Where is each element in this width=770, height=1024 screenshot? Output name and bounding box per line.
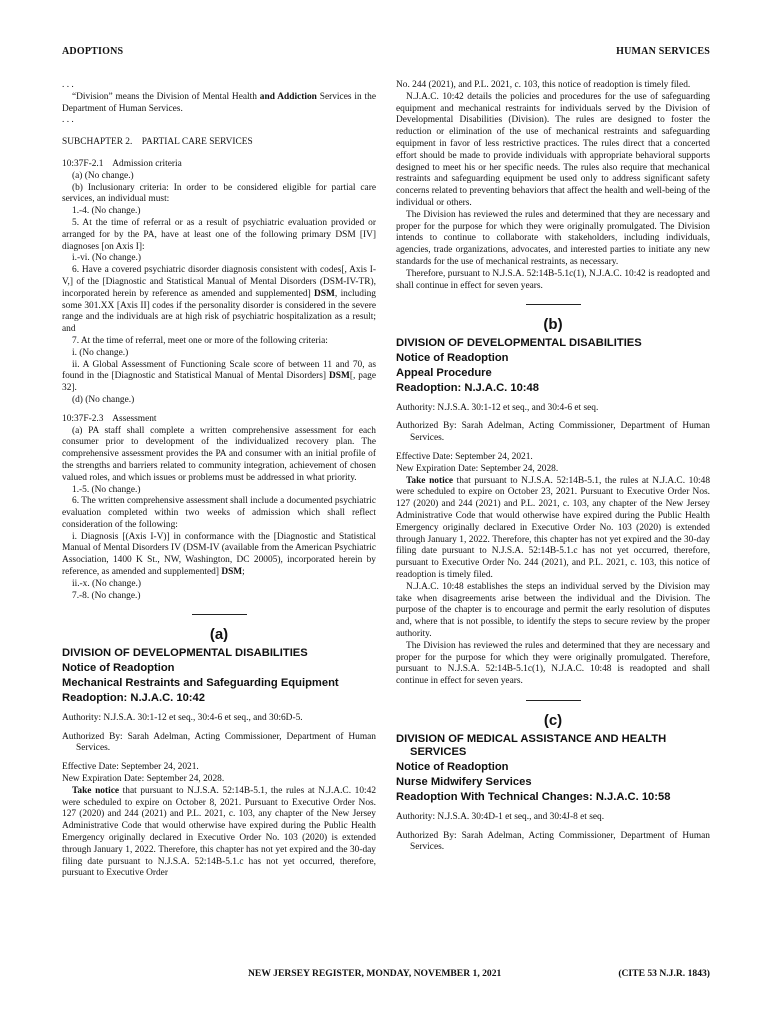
take-notice-paragraph: Take notice that pursuant to N.J.S.A. 52:14B-5.1, the rules at N.J.A.C. 10:48 were scheduled to expire on October 23, 2021. Pursuant to Executive Order Nos. 127 (2020) and 244 (2021) and P.L. 2021, c. 103, any chapter of the New Jersey Administrative Code that would otherwise have expired during the Public Health Emergency originally declared in Executive Order No. 103 (2020) is extended through January 1, 2022. Therefore, this chapter has not yet expired and the 30-day filing date pursuant to N.J.S.A. 52:14B-5.1.c has not yet occurred, therefore, pursuant to Executive Order No. 244 (2021), and P.L. 2021, c. 103, this notice of readoption is timely filed. (396, 475, 711, 580)
body-paragraph: N.J.A.C. 10:48 establishes the steps an individual served by the Division may take when disagreements arise between the individual and the Division. The purpose of the chapter is to encourage and permit the early resolution of disputes and, where that is not possible, to identify the steps to secure review by the proper authority. (396, 581, 710, 639)
notice-type: Notice of Readoption (396, 760, 509, 773)
authorized-by: Authorized By: Sarah Adelman, Acting Commissioner, Department of Human Services. (396, 421, 710, 444)
ellipsis: . . . (62, 115, 74, 126)
notice-type: Notice of Readoption (62, 661, 175, 674)
ellipsis: . . . (62, 80, 74, 90)
notice-type: Notice of Readoption (396, 351, 509, 364)
subparagraph: i.-vi. (No change.) (72, 253, 141, 264)
agency-heading: DIVISION OF DEVELOPMENTAL DISABILITIES (62, 647, 308, 660)
subsection: (b) Inclusionary criteria: In order to be considered eligible for partial care services, an individual must: (62, 182, 376, 205)
section-divider (192, 614, 247, 615)
agency-heading: DIVISION OF DEVELOPMENTAL DISABILITIES (396, 337, 642, 350)
paragraph: 5. At the time of referral or as a result of psychiatric evaluation provided or arranged for by the PA, have at least one of the following primary DSM [IV] diagnoses [on Axis I]: (62, 217, 376, 252)
running-footer-center: NEW JERSEY REGISTER, MONDAY, NOVEMBER 1, 2021 (248, 968, 502, 979)
paragraph: 7.-8. (No change.) (72, 590, 141, 601)
definition-paragraph: “Division” means the Division of Mental Health and Addiction Services in the Department of Human Services. (62, 91, 377, 114)
section-divider (526, 700, 581, 701)
subchapter-heading: SUBCHAPTER 2. PARTIAL CARE SERVICES (62, 137, 253, 148)
subsection: (a) (No change.) (72, 170, 134, 181)
readoption-citation: Readoption With Technical Changes: N.J.A.C. 10:58 (396, 790, 671, 803)
authority: Authority: N.J.S.A. 30:4D-1 et seq., and 30:4J-8 et seq. (396, 811, 605, 822)
readoption-citation: Readoption: N.J.A.C. 10:48 (396, 381, 539, 394)
notice-letter-a: (a) (209, 626, 229, 644)
authority: Authority: N.J.S.A. 30:1-12 et seq., and 30:4-6 et seq. (396, 402, 599, 413)
subparagraph: i. Diagnosis [(Axis I-V)] in conformance with the [Diagnostic and Statistical Manual of Mental Disorders IV (DSM-IV (available from the American Psychiatric Association, 1400 K St., NW, Washington, DC 20005), incorporated herein by reference, as amended and supplemented] DSM; (62, 531, 376, 578)
section-divider (526, 304, 581, 305)
left-column (62, 80, 376, 880)
body-paragraph: Therefore, pursuant to N.J.S.A. 52:14B-5.1c(1), N.J.A.C. 10:42 is readopted and shall continue in effect for seven years. (396, 268, 710, 291)
notice-title: Appeal Procedure (396, 366, 492, 379)
continued-text: No. 244 (2021), and P.L. 2021, c. 103, this notice of readoption is timely filed. (396, 80, 691, 90)
paragraph: 6. The written comprehensive assessment shall include a documented psychiatric evaluation completed within two weeks of admission which shall reflect consideration of the following: (62, 496, 376, 530)
running-header-left: ADOPTIONS (62, 46, 124, 57)
agency-heading: DIVISION OF MEDICAL ASSISTANCE AND HEALTH SERVICES (396, 732, 667, 759)
subsection: (d) (No change.) (72, 394, 135, 405)
expiration-date: New Expiration Date: September 24, 2028. (396, 463, 559, 474)
notice-title: Nurse Midwifery Services (396, 775, 532, 788)
subparagraph: ii. A Global Assessment of Functioning Scale score of between 11 and 70, as found in the [Diagnostic and Statistical Manual of Mental Disorders] DSM[, page 32]. (62, 359, 376, 394)
effective-date: Effective Date: September 24, 2021. (396, 452, 533, 463)
right-column (396, 80, 710, 854)
running-footer-cite: (CITE 53 N.J.R. 1843) (618, 968, 710, 979)
expiration-date: New Expiration Date: September 24, 2028. (62, 773, 225, 784)
paragraph: 6. Have a covered psychiatric disorder diagnosis consistent with codes[, Axis I-V,] of the [Diagnostic and Statistical Manual of Mental Disorders (DSM-IV-TR), incorporated herein by reference as amended and supplemented] DSM, including some 301.XX [Axis II] codes if the personality disorder is considered in the severe range and the individuals are at high risk of psychiatric hospitalization as a result; and (62, 265, 376, 335)
notice-letter-c: (c) (543, 711, 563, 729)
readoption-citation: Readoption: N.J.A.C. 10:42 (62, 691, 205, 704)
body-paragraph: N.J.A.C. 10:42 details the policies and procedures for the use of safeguarding equipment and mechanical restraints for individuals served by the Division of Developmental Disabilities (Division). The rules are designed to foster the reduction or elimination of the use of mechanical restraints and safeguarding equipment in favor of less restrictive practices. The rules direct that a concerted effort should be made to provide individuals with appropriate behavioral supports designed to meet his or her specific needs. The rules also require that mechanical restraints and safeguarding equipment be used only to address significant safety concerns related to preventing behaviors that affect the health and well-being of the individual or others. (396, 91, 710, 208)
section-heading: 10:37F-2.1 Admission criteria (62, 158, 182, 169)
subsection: (a) PA staff shall complete a written comprehensive assessment for each consumer prior to development of the individualized recovery plan. The comprehensive assessment provides the PA and consumer with an initial profile of the strengths and barriers related to community integration, achievement of chosen valued roles, and which issues or problems must be addressed in what priority. (62, 425, 376, 483)
authorized-by: Authorized By: Sarah Adelman, Acting Commissioner, Department of Human Services. (62, 731, 376, 754)
subparagraph: ii.-x. (No change.) (72, 578, 141, 589)
running-header-right: HUMAN SERVICES (616, 46, 710, 57)
body-paragraph: The Division has reviewed the rules and determined that they are necessary and proper for the purpose for which they were originally promulgated. Therefore, pursuant to N.J.S.A. 52:14B-5.1c(1), N.J.A.C. 10:48 is readopted and shall continue in effect for seven years. (396, 640, 710, 687)
notice-title: Mechanical Restraints and Safeguarding Equipment (62, 676, 339, 689)
section-heading: 10:37F-2.3 Assessment (62, 413, 157, 424)
paragraph: 7. At the time of referral, meet one or more of the following criteria: (72, 335, 328, 346)
effective-date: Effective Date: September 24, 2021. (62, 762, 199, 773)
paragraph: 1.-4. (No change.) (72, 206, 141, 217)
notice-letter-b: (b) (543, 316, 563, 334)
take-notice-paragraph: Take notice that pursuant to N.J.S.A. 52:14B-5.1, the rules at N.J.A.C. 10:42 were scheduled to expire on October 8, 2021. Pursuant to Executive Order Nos. 127 (2020) and 244 (2021) and P.L. 2021, c. 103, any chapter of the New Jersey Administrative Code that would otherwise have expired during the Public Health Emergency originally declared in Executive Order No. 103 (2020) is extended through January 1, 2022. Therefore, this chapter has not yet expired and the 30-day filing date pursuant to N.J.S.A. 52:14B-5.1.c has not yet occurred, therefore, pursuant to Executive Order (62, 785, 377, 879)
paragraph: 1.-5. (No change.) (72, 484, 141, 495)
authority: Authority: N.J.S.A. 30:1-12 et seq., 30:4-6 et seq., and 30:6D-5. (62, 712, 303, 723)
authorized-by: Authorized By: Sarah Adelman, Acting Commissioner, Department of Human Services. (396, 830, 710, 853)
body-paragraph: The Division has reviewed the rules and determined that they are necessary and proper for the purpose for which they were originally promulgated. The Division intends to continue to collaborate with stakeholders, including individuals, agencies, trade organizations, advocates, and interested parties to initiate any new standards for the use of mechanical restraints, as necessary. (396, 209, 710, 267)
subparagraph: i. (No change.) (72, 347, 129, 358)
